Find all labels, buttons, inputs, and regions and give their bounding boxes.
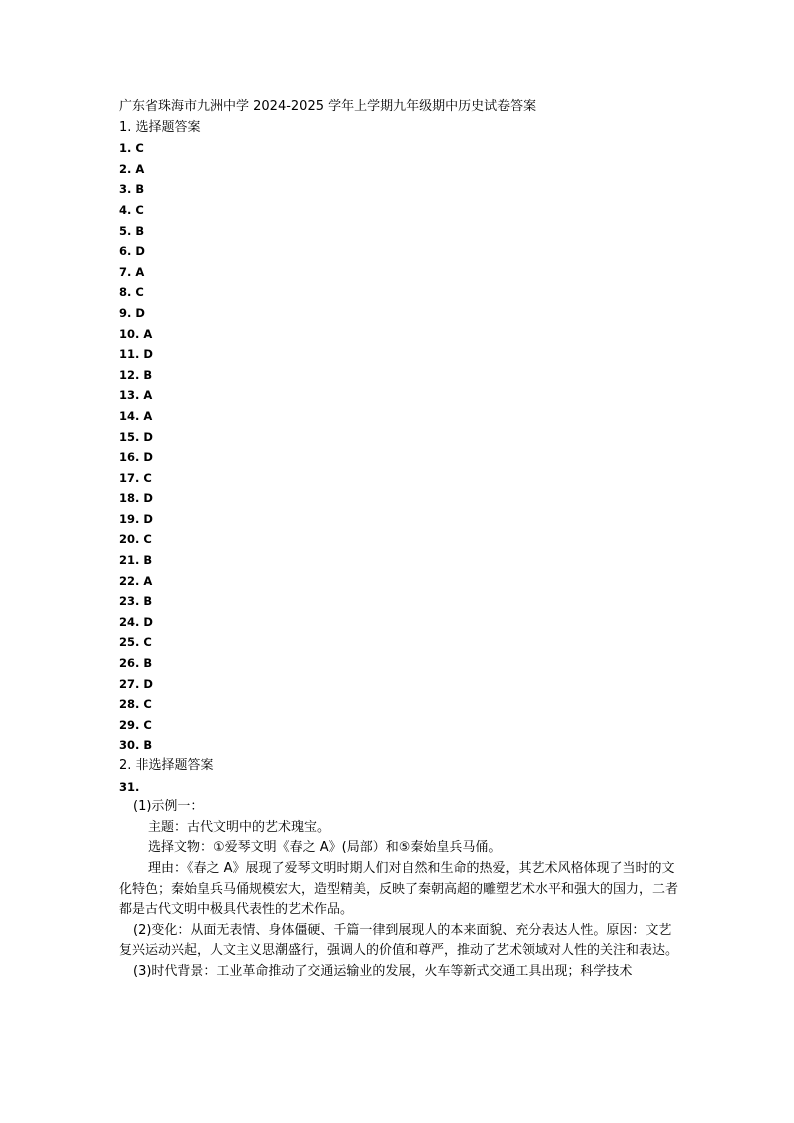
answer-item: 15. D [119, 429, 153, 444]
answer-item: 23. B [119, 594, 153, 609]
answer-item: 16. D [119, 450, 153, 465]
answer-item: 20. C [119, 532, 152, 547]
answer-item: 14. A [119, 408, 153, 423]
part1-label: (1)示例一： [133, 799, 204, 815]
answer-item: 24. D [119, 614, 153, 629]
answer-document [119, 97, 679, 983]
answer-item: 4. C [119, 202, 144, 217]
answer-item: 9. D [119, 305, 145, 320]
answer-item: 19. D [119, 511, 153, 526]
question-number: 31. [119, 779, 140, 794]
answer-item: 29. C [119, 717, 152, 732]
answer-item: 25. C [119, 635, 152, 650]
part3-answer: (3)时代背景：工业革命推动了交通运输业的发展，火车等新式交通工具出现；科学技术 [133, 963, 633, 979]
part1-choice: 选择文物：①爱琴文明《春之 A》(局部）和⑤秦始皇兵马俑。 [148, 840, 502, 856]
answer-item: 17. C [119, 470, 152, 485]
answer-item: 27. D [119, 676, 153, 691]
section-heading-non-choice: 2. 非选择题答案 [119, 758, 214, 773]
answer-item: 26. B [119, 656, 153, 671]
answer-item: 6. D [119, 244, 145, 259]
answer-item: 8. C [119, 285, 144, 300]
answer-item: 13. A [119, 388, 153, 403]
answer-item: 3. B [119, 182, 145, 197]
answer-item: 11. D [119, 347, 153, 362]
answer-item: 1. C [119, 141, 144, 156]
section-heading-multiple-choice: 1. 选择题答案 [119, 119, 201, 135]
answer-item: 12. B [119, 367, 153, 382]
part2-answer: (2)变化：从面无表情、身体僵硬、千篇一律到展现人的本来面貌、充分表达人性。原因：文艺复兴运动兴起，人文主义思潮盛行，强调人的价值和尊严，推动了艺术领域对人性的关注和表达。 [119, 922, 679, 959]
answer-item: 2. A [119, 161, 145, 176]
document-title: 广东省珠海市九洲中学 2024-2025 学年上学期九年级期中历史试卷答案 [119, 99, 537, 114]
answer-item: 22. A [119, 573, 153, 588]
part1-theme: 主题：古代文明中的艺术瑰宝。 [148, 819, 331, 835]
answer-item: 10. A [119, 326, 153, 341]
answer-item: 30. B [119, 738, 153, 753]
answer-item: 18. D [119, 491, 153, 506]
answer-item: 28. C [119, 697, 152, 712]
answer-item: 5. B [119, 223, 145, 238]
part1-reason: 理由：《春之 A》展现了爱琴文明时期人们对自然和生命的热爱，其艺术风格体现了当时的文化特色；秦始皇兵马俑规模宏大，造型精美，反映了秦朝高超的雕塑艺术水平和强大的国力，二者都是古代文明中极具代表性的艺术作品。 [119, 860, 679, 918]
answer-item: 21. B [119, 553, 153, 568]
answer-list [119, 138, 679, 756]
answer-item: 7. A [119, 264, 145, 279]
